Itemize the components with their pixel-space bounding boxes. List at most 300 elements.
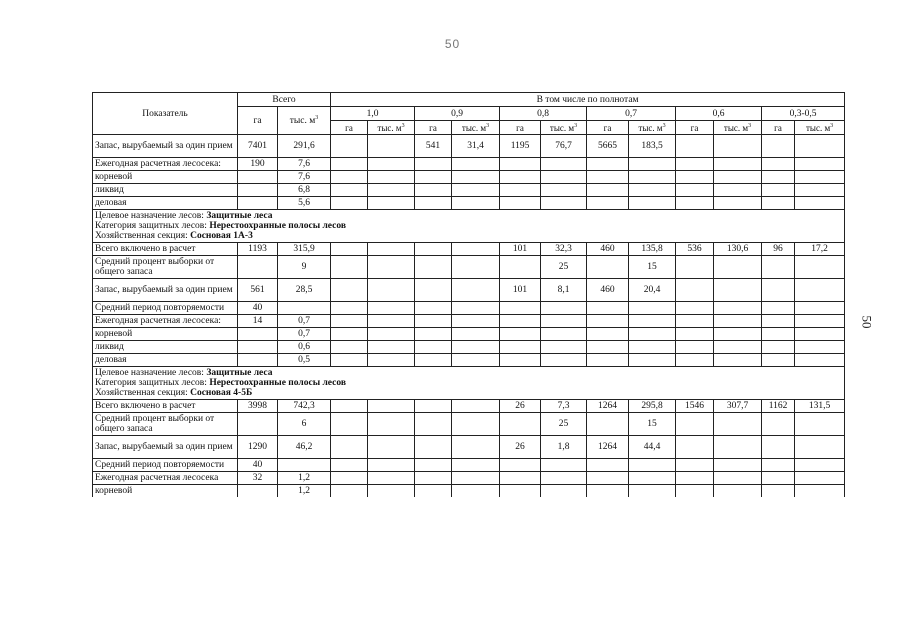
cell-value <box>762 184 795 197</box>
cell-value <box>452 354 500 367</box>
cell-value <box>762 472 795 485</box>
cell-value <box>541 171 587 184</box>
cell-value <box>238 485 278 498</box>
cell-value <box>500 485 541 498</box>
row-label: ликвид <box>93 341 238 354</box>
cell-value <box>714 158 762 171</box>
cell-value <box>500 256 541 279</box>
cell-value <box>415 354 452 367</box>
cell-value <box>500 328 541 341</box>
cell-value <box>795 135 845 158</box>
cell-value <box>368 341 415 354</box>
cell-value <box>500 459 541 472</box>
cell-value <box>541 158 587 171</box>
cell-value: 20,4 <box>629 279 676 302</box>
cell-value <box>714 302 762 315</box>
cell-value <box>415 341 452 354</box>
cell-value: 190 <box>238 158 278 171</box>
cell-value: 536 <box>676 243 714 256</box>
cell-value <box>587 158 629 171</box>
cell-value <box>452 197 500 210</box>
cell-value: 1195 <box>500 135 541 158</box>
cell-value <box>587 171 629 184</box>
cell-value <box>415 256 452 279</box>
cell-value: 6 <box>278 413 331 436</box>
cell-value <box>762 354 795 367</box>
cell-value <box>368 302 415 315</box>
cell-value <box>368 459 415 472</box>
cell-value: 101 <box>500 279 541 302</box>
cell-value: 31,4 <box>452 135 500 158</box>
cell-value: 131,5 <box>795 400 845 413</box>
cell-value <box>676 197 714 210</box>
cell-value: 46,2 <box>278 436 331 459</box>
cell-value <box>762 197 795 210</box>
cell-value <box>762 328 795 341</box>
cell-value <box>238 341 278 354</box>
cell-value: 742,3 <box>278 400 331 413</box>
row-label: деловая <box>93 197 238 210</box>
cell-value: 7,3 <box>541 400 587 413</box>
cell-value <box>452 328 500 341</box>
section-line: Целевое назначение лесов: Защитные леса <box>95 368 273 378</box>
cell-value: 17,2 <box>795 243 845 256</box>
cell-value <box>762 135 795 158</box>
cell-value: 14 <box>238 315 278 328</box>
cell-value <box>238 328 278 341</box>
cell-value <box>587 197 629 210</box>
cell-value <box>331 436 368 459</box>
table-row <box>93 472 845 485</box>
cell-value <box>587 302 629 315</box>
header-total-vol: тыс. $м^3$ <box>278 107 331 135</box>
cell-value <box>368 413 415 436</box>
cell-value <box>676 436 714 459</box>
cell-value <box>368 279 415 302</box>
cell-value: 1290 <box>238 436 278 459</box>
cell-value: 7,6 <box>278 158 331 171</box>
cell-value <box>676 256 714 279</box>
cell-value <box>238 184 278 197</box>
section-info <box>93 210 845 243</box>
cell-value <box>714 485 762 498</box>
cell-value <box>676 135 714 158</box>
cell-value <box>500 341 541 354</box>
cell-value: 0,7 <box>278 328 331 341</box>
section-header-row <box>93 367 845 400</box>
unit-volume: тыс. $м^3$ <box>795 121 845 135</box>
cell-value <box>676 158 714 171</box>
header-density-2: 0,9 <box>415 107 500 121</box>
table-row <box>93 135 845 158</box>
cell-value <box>368 184 415 197</box>
cell-value <box>795 472 845 485</box>
cell-value <box>587 413 629 436</box>
cell-value <box>587 328 629 341</box>
cell-value: 44,4 <box>629 436 676 459</box>
cell-value <box>541 184 587 197</box>
unit-volume: тыс. $м^3$ <box>714 121 762 135</box>
row-label: Средний период повторяемости <box>93 459 238 472</box>
unit-volume: тыс. $м^3$ <box>368 121 415 135</box>
cell-value <box>500 354 541 367</box>
row-label: Запас, вырубаемый за один прием <box>93 279 238 302</box>
unit-volume: тыс. $м^3$ <box>452 121 500 135</box>
cell-value: 40 <box>238 302 278 315</box>
cell-value <box>368 256 415 279</box>
row-label: Ежегодная расчетная лесосека: <box>93 315 238 328</box>
cell-value <box>331 158 368 171</box>
cell-value <box>331 354 368 367</box>
cell-value <box>452 256 500 279</box>
row-label: Запас, вырубаемый за один прием <box>93 135 238 158</box>
cell-value <box>368 354 415 367</box>
cell-value <box>629 158 676 171</box>
cell-value: 130,6 <box>714 243 762 256</box>
header-total-ha: га <box>238 107 278 135</box>
cell-value <box>762 279 795 302</box>
cell-value <box>676 171 714 184</box>
row-label: Запас, вырубаемый за один прием <box>93 436 238 459</box>
header-indicator: Показатель <box>93 93 238 135</box>
cell-value <box>331 184 368 197</box>
cell-value <box>676 302 714 315</box>
cell-value <box>541 328 587 341</box>
cell-value <box>629 354 676 367</box>
section-line: Категория защитных лесов: Нерестоохранные полосы лесов <box>95 221 347 231</box>
cell-value <box>676 354 714 367</box>
cell-value <box>238 197 278 210</box>
cell-value: 561 <box>238 279 278 302</box>
table-row <box>93 243 845 256</box>
cell-value <box>762 485 795 498</box>
section-header-row <box>93 210 845 243</box>
table-row <box>93 158 845 171</box>
table-row <box>93 302 845 315</box>
cell-value <box>795 302 845 315</box>
header-density-6: 0,3-0,5 <box>762 107 845 121</box>
cell-value <box>415 197 452 210</box>
cell-value <box>629 328 676 341</box>
cell-value <box>676 413 714 436</box>
cell-value <box>795 485 845 498</box>
cell-value <box>331 472 368 485</box>
cell-value <box>676 315 714 328</box>
cell-value <box>541 472 587 485</box>
cell-value <box>676 485 714 498</box>
cell-value <box>452 436 500 459</box>
cell-value <box>278 302 331 315</box>
cell-value <box>452 243 500 256</box>
cell-value <box>795 279 845 302</box>
cell-value <box>368 171 415 184</box>
cell-value <box>238 256 278 279</box>
cell-value: 96 <box>762 243 795 256</box>
unit-volume: тыс. $м^3$ <box>629 121 676 135</box>
cell-value <box>795 354 845 367</box>
cell-value <box>795 171 845 184</box>
cell-value <box>500 413 541 436</box>
table-row <box>93 315 845 328</box>
cell-value: 1546 <box>676 400 714 413</box>
table-row <box>93 171 845 184</box>
cell-value <box>762 256 795 279</box>
cell-value: 1,2 <box>278 485 331 498</box>
cell-value <box>541 485 587 498</box>
cell-value: 76,7 <box>541 135 587 158</box>
cell-value <box>452 279 500 302</box>
cell-value: 1,8 <box>541 436 587 459</box>
row-label: деловая <box>93 354 238 367</box>
table-row <box>93 279 845 302</box>
row-label: корневой <box>93 485 238 498</box>
table-row <box>93 485 845 498</box>
cell-value <box>629 472 676 485</box>
cell-value: 7,6 <box>278 171 331 184</box>
unit-ha: га <box>587 121 629 135</box>
cell-value <box>541 197 587 210</box>
cell-value <box>629 341 676 354</box>
cell-value <box>587 315 629 328</box>
cell-value: 15 <box>629 256 676 279</box>
cell-value: 101 <box>500 243 541 256</box>
cell-value <box>368 315 415 328</box>
cell-value <box>795 413 845 436</box>
cell-value <box>676 184 714 197</box>
cell-value <box>541 459 587 472</box>
cell-value <box>762 315 795 328</box>
cell-value <box>629 485 676 498</box>
cell-value <box>762 158 795 171</box>
row-label: Средний период повторяемости <box>93 302 238 315</box>
cell-value <box>500 184 541 197</box>
cell-value <box>629 302 676 315</box>
cell-value <box>587 459 629 472</box>
header-density-4: 0,7 <box>587 107 676 121</box>
unit-ha: га <box>415 121 452 135</box>
cell-value <box>500 171 541 184</box>
cell-value: 135,8 <box>629 243 676 256</box>
cell-value: 541 <box>415 135 452 158</box>
cell-value: 0,6 <box>278 341 331 354</box>
cell-value <box>331 485 368 498</box>
cell-value <box>714 315 762 328</box>
cell-value <box>368 158 415 171</box>
row-label: Ежегодная расчетная лесосека <box>93 472 238 485</box>
cell-value <box>762 459 795 472</box>
cell-value <box>415 315 452 328</box>
cell-value <box>415 485 452 498</box>
cell-value <box>368 328 415 341</box>
cell-value <box>368 243 415 256</box>
cell-value <box>541 354 587 367</box>
cell-value <box>368 135 415 158</box>
cell-value: 25 <box>541 256 587 279</box>
cell-value: 1264 <box>587 400 629 413</box>
cell-value <box>331 302 368 315</box>
unit-volume: тыс. $м^3$ <box>541 121 587 135</box>
cell-value <box>331 341 368 354</box>
cell-value <box>714 171 762 184</box>
cell-value <box>795 436 845 459</box>
section-info <box>93 367 845 400</box>
table-row <box>93 436 845 459</box>
cell-value <box>500 302 541 315</box>
allowable-cut-table <box>92 92 845 497</box>
cell-value <box>762 413 795 436</box>
section-line: Хозяйственная секция: Сосновая 4-5Б <box>95 388 253 398</box>
cell-value: 28,5 <box>278 279 331 302</box>
cell-value: 1,2 <box>278 472 331 485</box>
cell-value <box>541 315 587 328</box>
cell-value: 0,5 <box>278 354 331 367</box>
cell-value <box>331 279 368 302</box>
table-row <box>93 413 845 436</box>
cell-value <box>795 197 845 210</box>
row-label: Всего включено в расчет <box>93 400 238 413</box>
cell-value <box>795 315 845 328</box>
section-line: Категория защитных лесов: Нерестоохранные полосы лесов <box>95 378 347 388</box>
cell-value: 5,6 <box>278 197 331 210</box>
cell-value <box>415 413 452 436</box>
cell-value <box>629 171 676 184</box>
cell-value <box>238 354 278 367</box>
cell-value <box>795 328 845 341</box>
table-row <box>93 256 845 279</box>
cell-value <box>629 184 676 197</box>
cell-value <box>500 315 541 328</box>
cell-value <box>714 184 762 197</box>
cell-value <box>368 400 415 413</box>
cell-value <box>500 197 541 210</box>
cell-value: 460 <box>587 243 629 256</box>
cell-value: 26 <box>500 400 541 413</box>
cell-value <box>415 472 452 485</box>
cell-value <box>587 256 629 279</box>
cell-value <box>331 135 368 158</box>
cell-value <box>415 302 452 315</box>
cell-value <box>331 197 368 210</box>
cell-value <box>331 256 368 279</box>
table-row <box>93 354 845 367</box>
cell-value <box>795 184 845 197</box>
cell-value <box>587 354 629 367</box>
cell-value <box>452 158 500 171</box>
cell-value: 3998 <box>238 400 278 413</box>
cell-value <box>331 315 368 328</box>
cell-value <box>452 302 500 315</box>
cell-value <box>452 315 500 328</box>
cell-value <box>587 485 629 498</box>
cell-value <box>331 400 368 413</box>
cell-value <box>714 459 762 472</box>
cell-value: 0,7 <box>278 315 331 328</box>
cell-value <box>714 197 762 210</box>
cell-value: 40 <box>238 459 278 472</box>
cell-value <box>714 354 762 367</box>
table-row <box>93 328 845 341</box>
cell-value <box>331 243 368 256</box>
cell-value <box>452 341 500 354</box>
row-label: Всего включено в расчет <box>93 243 238 256</box>
cell-value: 1264 <box>587 436 629 459</box>
cell-value <box>714 436 762 459</box>
row-label: Средний процент выборки от общего запаса <box>93 256 238 279</box>
cell-value <box>714 413 762 436</box>
cell-value <box>714 341 762 354</box>
cell-value <box>676 459 714 472</box>
cell-value: 15 <box>629 413 676 436</box>
cell-value <box>629 315 676 328</box>
cell-value <box>452 459 500 472</box>
cell-value <box>452 472 500 485</box>
cell-value: 26 <box>500 436 541 459</box>
cell-value <box>676 328 714 341</box>
cell-value: 460 <box>587 279 629 302</box>
cell-value <box>676 341 714 354</box>
cell-value <box>331 171 368 184</box>
table-row <box>93 197 845 210</box>
cell-value <box>676 279 714 302</box>
cell-value <box>415 158 452 171</box>
row-label: Ежегодная расчетная лесосека: <box>93 158 238 171</box>
cell-value <box>795 459 845 472</box>
cell-value <box>795 158 845 171</box>
section-line: Хозяйственная секция: Сосновая 1А-3 <box>95 231 253 241</box>
cell-value: 307,7 <box>714 400 762 413</box>
header-density-3: 0,8 <box>500 107 587 121</box>
cell-value <box>714 256 762 279</box>
cell-value <box>452 485 500 498</box>
cell-value <box>238 413 278 436</box>
cell-value <box>415 279 452 302</box>
header-density-5: 0,6 <box>676 107 762 121</box>
cell-value <box>762 171 795 184</box>
cell-value <box>714 328 762 341</box>
cell-value: 32 <box>238 472 278 485</box>
header-by-density: В том числе по полнотам <box>331 93 845 107</box>
cell-value <box>762 436 795 459</box>
cell-value <box>368 472 415 485</box>
cell-value <box>795 341 845 354</box>
cell-value <box>714 279 762 302</box>
table-row <box>93 459 845 472</box>
unit-ha: га <box>331 121 368 135</box>
cell-value <box>541 302 587 315</box>
cell-value <box>415 459 452 472</box>
cell-value <box>500 158 541 171</box>
cell-value: 315,9 <box>278 243 331 256</box>
cell-value <box>676 472 714 485</box>
cell-value: 9 <box>278 256 331 279</box>
section-line: Целевое назначение лесов: Защитные леса <box>95 211 273 221</box>
unit-ha: га <box>500 121 541 135</box>
cell-value <box>331 413 368 436</box>
cell-value <box>331 328 368 341</box>
page-number-side: 50 <box>859 315 875 329</box>
cell-value <box>415 400 452 413</box>
cell-value <box>714 472 762 485</box>
cell-value: 291,6 <box>278 135 331 158</box>
cell-value: 295,8 <box>629 400 676 413</box>
cell-value <box>452 400 500 413</box>
cell-value <box>452 171 500 184</box>
table-row <box>93 400 845 413</box>
table-row <box>93 184 845 197</box>
row-label: корневой <box>93 171 238 184</box>
cell-value <box>587 184 629 197</box>
cell-value <box>331 459 368 472</box>
